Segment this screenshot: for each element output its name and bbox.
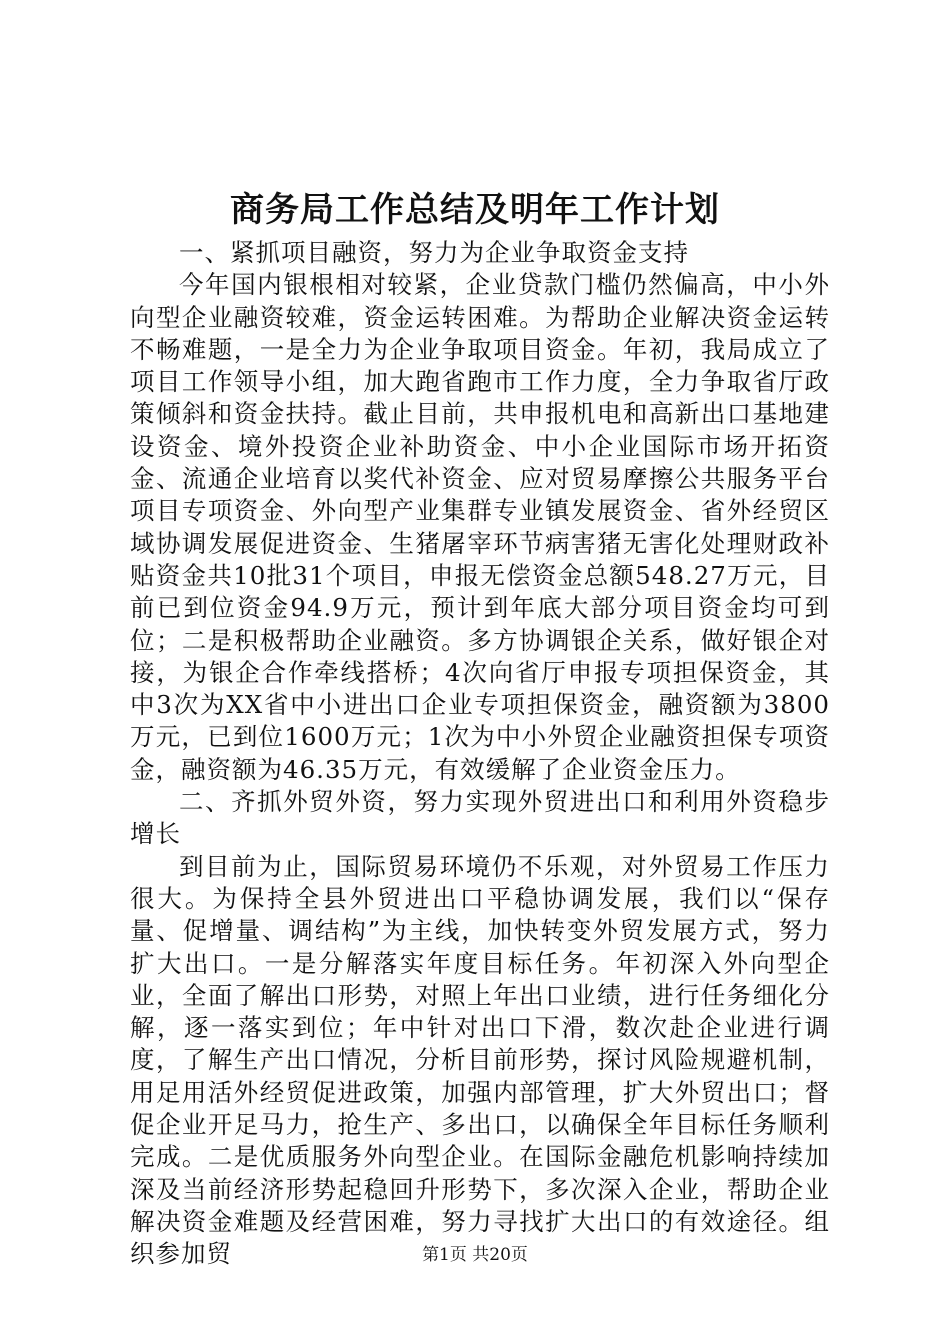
body-paragraph-1: 今年国内银根相对较紧，企业贷款门槛仍然偏高，中小外向型企业融资较难，资金运转困难。为帮助企业解决资金运转不畅难题，一是全力为企业争取项目资金。年初，我局成立了项目工作领导小组，加大跑省跑市工作力度，全力争取省厅政策倾斜和资金扶持。截止目前，共申报机电和高新出口基地建设资金、境外投资企业补助资金、中小企业国际市场开拓资金、流通企业培育以奖代补资金、应对贸易摩擦公共服务平台项目专项资金、外向型产业集群专业镇发展资金、省外经贸区域协调发展促进资金、生猪屠宰环节病害猪无害化处理财政补贴资金共10批31个项目，申报无偿资金总额548.27万元，目前已到位资金94.9万元，预计到年底大部分项目资金均可到位；二是积极帮助企业融资。多方协调银企关系，做好银企对接，为银企合作牵线搭桥；4次向省厅申报专项担保资金，其中3次为XX省中小进出口企业专项担保资金，融资额为3800万元，已到位1600万元；1次为中小外贸企业融资担保专项资金，融资额为46.35万元，有效缓解了企业资金压力。 [130,270,830,784]
page-indicator: 第1页 共20页 [422,1245,528,1265]
document-body [130,237,830,1271]
section-heading-2: 二、齐抓外贸外资，努力实现外贸进出口和利用外资稳步增长 [130,787,830,849]
page-footer [0,1243,950,1267]
section-heading-1: 一、紧抓项目融资，努力为企业争取资金支持 [179,238,689,267]
document-title: 商务局工作总结及明年工作计划 [230,190,720,230]
body-paragraph-2: 到目前为止，国际贸易环境仍不乐观，对外贸易工作压力很大。为保持全县外贸进出口平稳协调发展，我们以“保存量、促增量、调结构”为主线，加快转变外贸发展方式，努力扩大出口。一是分解落实年度目标任务。年初深入外向型企业，全面了解出口形势，对照上年出口业绩，进行任务细化分解，逐一落实到位；年中针对出口下滑，数次赴企业进行调度，了解生产出口情况，分析目前形势，探讨风险规避机制，用足用活外经贸促进政策，加强内部管理，扩大外贸出口；督促企业开足马力，抢生产、多出口，以确保全年目标任务顺利完成。二是优质服务外向型企业。在国际金融危机影响持续加深及当前经济形势起稳回升形势下，多次深入企业，帮助企业解决资金难题及经营困难，努力寻找扩大出口的有效途径。组织参加贸 [130,851,830,1269]
